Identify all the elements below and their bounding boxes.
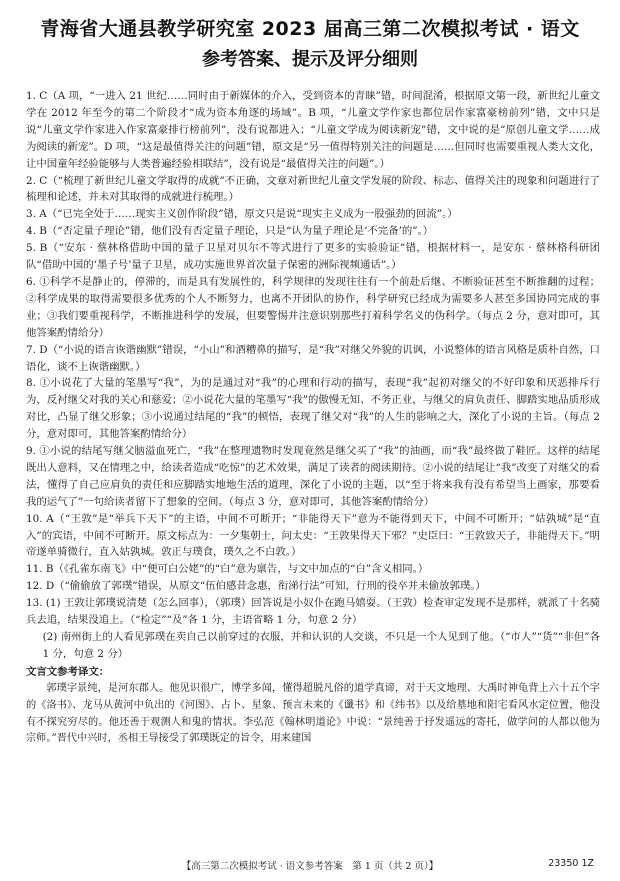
answer-item-12: 12. D（“偷偷放了郭璞”错误，从原文“伍伯感昔念惠，衔涕行法”可知，行刑的役卒并未偷放郭璞。） bbox=[26, 580, 486, 593]
answer-item-11: 11. B（《孔雀东南飞》中“便可白公姥”的“白”意为禀告，与文中加点的“白”含义相同。） bbox=[26, 563, 429, 576]
footer-page-info: 【高三第二次模拟考试 · 语文参考答案 第 1 页（共 2 页）】 bbox=[181, 861, 439, 872]
answer-item-10: 10. A（“王敦”是“举兵下天下”的主语，中间不可断开；“非能得天下”意为不能得到天下，中间不可断开；“姑孰城”是“直入”的宾语，中间不可断开。原文标点为：一夕集朝士，问太史：“王敦果得天下邪？”史臣曰：“王敦致天子，非能得天下。”明帝遂单骑微行，直入姑孰城。敦正与璞食，璞久之不白敦。） bbox=[26, 512, 600, 559]
translation-body bbox=[26, 681, 600, 749]
answer-item-7: 7. D（“小说的语言诙谐幽默”错误，“小山”和酒糟鼻的描写，是“我”对继父外貌的讥讽，小说整体的语言风格是质朴自然，口语化，谈不上诙谐幽默。） bbox=[26, 343, 600, 373]
translation-heading: 文言文参考译文： bbox=[26, 665, 110, 678]
answer-item-5: 5. B（“安东 · 蔡林格借助中国的量子卫星对贝尔不等式进行了更多的实验验证”错，根据材料一，是安东 · 蔡林格科研团队“借助中国的‘墨子号’量子卫星，成功实施世界首次量子保密的洲际视频通话”。） bbox=[26, 242, 600, 272]
answer-item-6: 6. ①科学不是静止的，停滞的，而是具有发展性的，科学规律的发现往往有一个前赴后继、不断验证甚至不断推翻的过程；②科学成果的取得需要很多优秀的个人不断努力，也离不开团队的协作，科学研究已经成为需要多人甚至多国协同完成的事业；③我们要重视科学，不断推进科学的发展，但要警惕并注意识别那些打着科学名义的伪科学。（每点 2 分，意对即可，其他答案酌情给分） bbox=[26, 275, 600, 339]
footer-code: 23350 1Z bbox=[548, 858, 594, 869]
answer-body bbox=[26, 88, 600, 748]
answer-item-13-part-2: (2) 南州街上的人看见郭璞在卖自己以前穿过的衣服，并和认识的人交谈，不只是一个人见到了他。（“市人”“货”“非但”各 1 分，句意 2 分） bbox=[42, 631, 600, 660]
answer-item-9: 9. ①小说的结尾写继父脑溢血死亡，“我”在整理遗物时发现竟然是继父买了“我”的油画，而“我”最终做了鞋匠。这样的结尾既出人意料，又在情理之中，给读者造成“吃惊”的艺术效果，满足了读者的阅读期待。②小说的结尾让“我”改变了对继父的看法，懂得了自己应肩负的责任和应脚踏实地地生活的道理，深化了小说的主题，以“至于将来我有没有希望当上画家，那要看我的运气了”一句给读者留下了想象的空间。（每点 3 分，意对即可，其他答案酌情给分） bbox=[26, 445, 600, 508]
page-title: 青海省大通县教学研究室 2023 届高三第二次模拟考试 · 语文 bbox=[40, 18, 580, 40]
answer-item-1: 1. C（A 项，“一进入 21 世纪……同时由于新媒体的介入，受到资本的青睐”错，时间混淆，根据原文第一段，新世纪儿童文学在 2012 年至今的第二个阶段才“成为资本角逐的场域”。B 项，“儿童文学作家也都位居作家富豪榜前列”错，文中只是说“儿童文学作家进入作家富豪排行榜前列”，没有说都进入；“儿童文学成为阅读新宠”错，文中说的是“原创儿童文学……成为阅读的新宠”。D 项，“这是最值得关注的问题”错，原文是“另一值得特别关注的问题是……但同时也需要重视人类大文化，让中国童年经验能够与人类普遍经验相联结”，没有说是“最值得关注的问题”。） bbox=[26, 90, 600, 170]
page-footer bbox=[0, 858, 620, 874]
answer-item-4: 4. B（“否定量子理论”错，他们没有否定量子理论，只是“认为量子理论是‘不完备’的”。） bbox=[26, 225, 434, 238]
answer-item-3: 3. A（“已完全处于……现实主义创作阶段”错，原文只是说“现实主义成为一股强劲的回流”。） bbox=[26, 208, 458, 221]
answer-item-8: 8. ①小说花了大量的笔墨写“我”，为的是通过对“我”的心理和行动的描写，表现“我”起初对继父的不好印象和厌恶排斥行为，反衬继父对我的关心和慈爱；②小说花大量的笔墨写“我”的傲慢无知、不务正业，与继父的肩负责任、脚踏实地品质形成对比，凸显了继父形象；③小说通过结尾的“我”的顿悟，表现了继父对“我”的人生的影响之大，深化了小说的主旨。（每点 2 分，意对即可，其他答案酌情给分） bbox=[26, 377, 600, 441]
page-subtitle: 参考答案、提示及评分细则 bbox=[202, 49, 418, 70]
answer-item-2: 2. C（“梳理了新世纪儿童文学取得的成就”不正确，文章对新世纪儿童文学发展的阶段、标志、值得关注的现象和问题进行了梳理和论述，并未对其取得的成就进行梳理。） bbox=[26, 174, 600, 204]
answer-item-13-part-1: 13. (1) 王敦让郭璞说清楚（怎么回事），（郭璞）回答说是小奴仆在跑马嬉耍。（王敦）检查审定发现不是那样，就派了十名骑兵去追，结果没追上。（“检定”“及”各 1 分，主语省略 1 分，句意 2 分） bbox=[26, 597, 600, 627]
translation-paragraph: 郭璞字景纯，是河东郡人。他见识很广，博学多闻，懂得超脱凡俗的道学真谛，对于天文地理、大禹时神龟背上六十五个字的《洛书》、龙马从黄河中负出的《河图》、占卜、星象、预言未来的《谶书》和《纬书》以及给墓地和阳宅看风水定位置，他没有不探究穷尽的。他还善于观测人和鬼的情状。李弘范《翰林明道论》中说：“景纯善于抒发遥远的寄托，做学问的人都以他为宗师。”晋代中兴时，丞相王导接受了郭璞既定的旨令，用来建国 bbox=[26, 682, 600, 745]
